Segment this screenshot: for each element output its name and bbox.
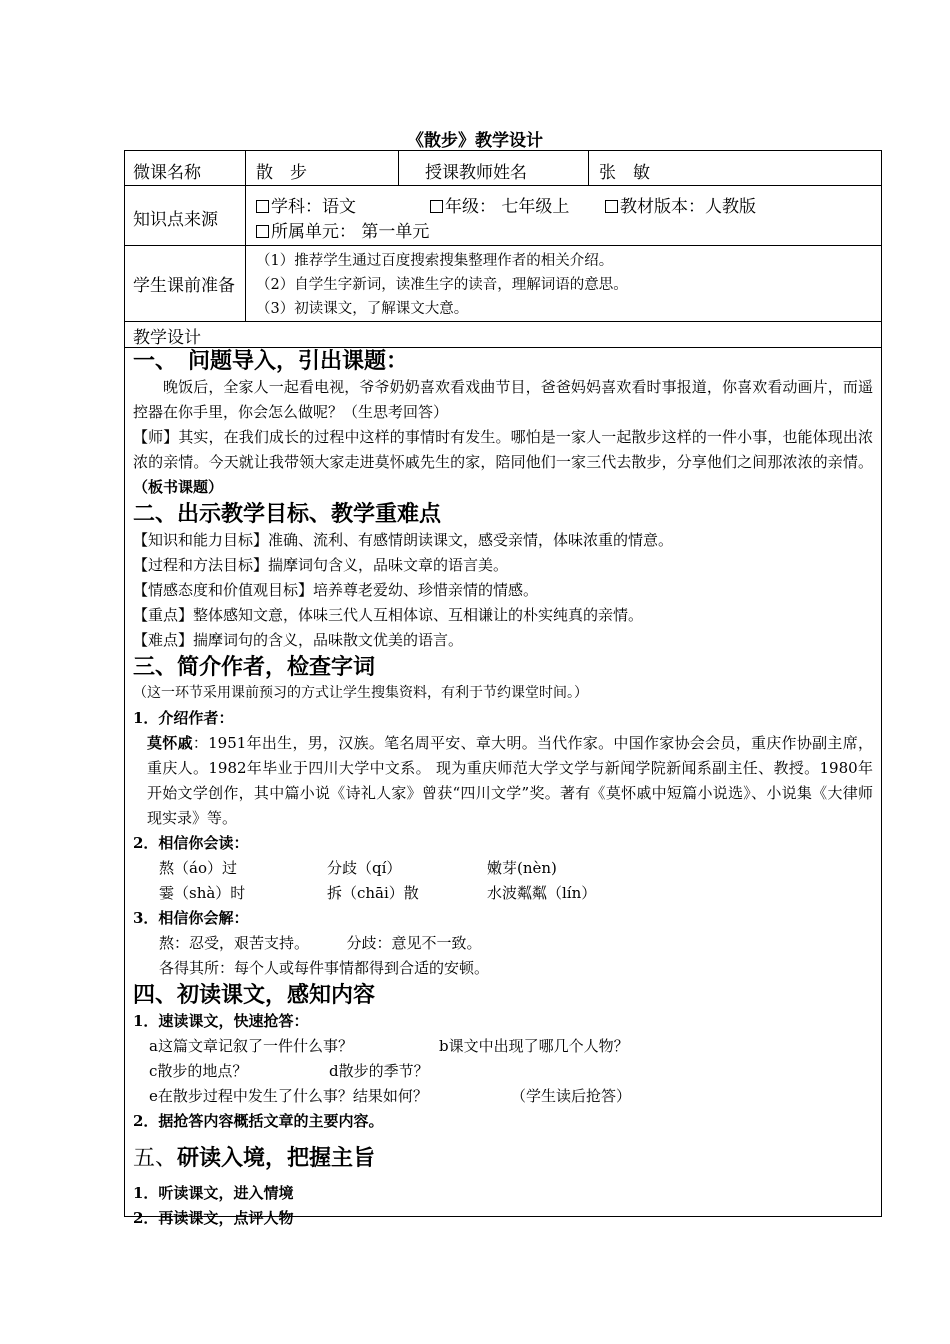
word-explanation: 熬：忍受，艰苦支持。 分歧：意见不一致。 <box>159 934 482 952</box>
source-unit-text: 所属单元： 第一单元 <box>271 222 430 242</box>
source-edition <box>605 192 756 217</box>
prep-label: 学生课前准备 <box>133 276 235 296</box>
page-title: 《散步》教学设计 <box>407 131 543 151</box>
teacher-label: 授课教师姓名 <box>425 163 527 183</box>
checkbox-icon[interactable] <box>256 225 269 238</box>
subheading: 2．再读课文，点评人物 <box>133 1209 294 1227</box>
prep-item: （2）自学生字新词，读准生字的读音，理解词语的意思。 <box>256 277 628 293</box>
lesson-plan-table <box>124 150 882 1227</box>
author-name: 莫怀戚 <box>147 734 193 752</box>
source-grade <box>430 192 569 217</box>
question-item: b课文中出现了哪几个人物？ <box>439 1037 629 1055</box>
vocab-row <box>133 881 873 906</box>
vocab-item: 嫩芽(nèn) <box>487 859 557 877</box>
section-1-paragraph <box>133 425 873 500</box>
question-item: a这篇文章记叙了一件什么事？ <box>149 1037 353 1055</box>
section-5-title: 研读入境，把握主旨 <box>177 1145 376 1171</box>
question-item: e在散步过程中发生了什么事？结果如何？ <box>149 1087 428 1105</box>
vocab-item: 熬（áo）过 <box>159 859 237 877</box>
objective-item: 【知识和能力目标】准确、流利、有感情朗读课文，感受亲情，体味浓重的情意。 <box>133 531 674 549</box>
section-1-heading: 一、 问题导入，引出课题： <box>133 348 409 374</box>
board-note: （板书课题） <box>133 478 224 496</box>
section-3-note: （这一环节采用课前预习的方式让学生搜集资料，有利于节约课堂时间。） <box>133 685 588 701</box>
section-5-heading <box>133 1144 873 1173</box>
checkbox-icon[interactable] <box>605 200 618 213</box>
author-bio-text: ：1951年出生，男，汉族。笔名周平安、章大明。当代作家。中国作家协会会员，重庆作协副主席，重庆人。1982年毕业于四川大学中文系。 现为重庆师范大学文学与新闻学院新闻系副主任、教授。1980年开始文学创作，其中篇小说《诗礼人家》曾获“四川文学”奖。著有《莫怀戚中短篇小说选》、小说集《大律师现实录》等。 <box>147 734 873 827</box>
teacher-tag: 【师】 <box>133 428 179 446</box>
section-5-number: 五、 <box>133 1146 178 1171</box>
subheading: 1．速读课文，快速抢答： <box>133 1012 309 1030</box>
column-divider <box>398 151 399 185</box>
source-edition-text: 教材版本：人教版 <box>620 197 756 217</box>
teacher-name-value: 张 敏 <box>599 163 650 183</box>
subheading: 2．相信你会读： <box>133 834 249 852</box>
question-row <box>133 1059 873 1084</box>
source-grade-text: 年级： 七年级上 <box>445 197 570 217</box>
source-unit <box>256 217 429 242</box>
word-explanation: 各得其所：每个人或每件事情都得到合适的安顿。 <box>159 959 490 977</box>
source-subject <box>256 192 356 217</box>
subheading: 3．相信你会解： <box>133 909 249 927</box>
subheading: 1．介绍作者： <box>133 709 234 727</box>
subheading: 1．听读课文，进入情境 <box>133 1184 294 1202</box>
question-note: （学生读后抢答） <box>511 1087 632 1105</box>
section-3-heading: 三、简介作者，检查字词 <box>133 654 376 680</box>
author-bio <box>133 731 873 831</box>
row-divider <box>125 245 881 246</box>
vocab-item: 拆（chāi）散 <box>327 884 419 902</box>
course-name-label: 微课名称 <box>133 163 201 183</box>
objective-item: 【难点】揣摩词句的含义，品味散文优美的语言。 <box>133 631 464 649</box>
checkbox-icon[interactable] <box>430 200 443 213</box>
objective-item: 【过程和方法目标】揣摩词句含义，品味文章的语言美。 <box>133 556 509 574</box>
source-subject-text: 学科：语文 <box>271 197 356 217</box>
teacher-speech: 其实，在我们成长的过程中这样的事情时有发生。哪怕是一家人一起散步这样的一件小事，也能体现出浓浓的亲情。今天就让我带领大家走进莫怀戚先生的家，陪同他们一家三代去散步，分享他们之间那浓浓的亲情。 <box>133 428 873 471</box>
objective-item: 【情感态度和价值观目标】培养尊老爱幼、珍惜亲情的情感。 <box>133 581 539 599</box>
row-divider <box>125 321 881 322</box>
prep-item: （3）初读课文，了解课文大意。 <box>256 301 469 317</box>
vocab-item: 霎（shà）时 <box>159 884 246 902</box>
design-label: 教学设计 <box>133 328 201 348</box>
lesson-content <box>133 347 873 1231</box>
question-row <box>133 1084 873 1109</box>
column-divider <box>245 151 246 321</box>
vocab-item: 分歧（qí） <box>327 859 402 877</box>
question-item: d散步的季节？ <box>329 1062 429 1080</box>
section-4-heading: 四、初读课文，感知内容 <box>133 982 376 1008</box>
course-name-value: 散 步 <box>256 163 307 183</box>
section-2-heading: 二、出示教学目标、教学重难点 <box>133 501 442 527</box>
objective-item: 【重点】整体感知文意，体味三代人互相体谅、互相谦让的朴实纯真的亲情。 <box>133 606 644 624</box>
question-row <box>133 1034 873 1059</box>
subheading: 2．据抢答内容概括文章的主要内容。 <box>133 1112 384 1130</box>
row-divider <box>125 185 881 186</box>
question-item: c散步的地点？ <box>149 1062 248 1080</box>
checkbox-icon[interactable] <box>256 200 269 213</box>
vocab-item: 水波粼粼（lín） <box>487 884 597 902</box>
source-label: 知识点来源 <box>133 210 218 230</box>
column-divider <box>588 151 589 185</box>
vocab-row <box>133 856 873 881</box>
section-1-paragraph: 晚饭后，全家人一起看电视，爷爷奶奶喜欢看戏曲节目，爸爸妈妈喜欢看时事报道，你喜欢看动画片，而遥控器在你手里，你会怎么做呢？（生思考回答） <box>133 378 873 421</box>
prep-item: （1）推荐学生通过百度搜索搜集整理作者的相关介绍。 <box>256 253 614 269</box>
